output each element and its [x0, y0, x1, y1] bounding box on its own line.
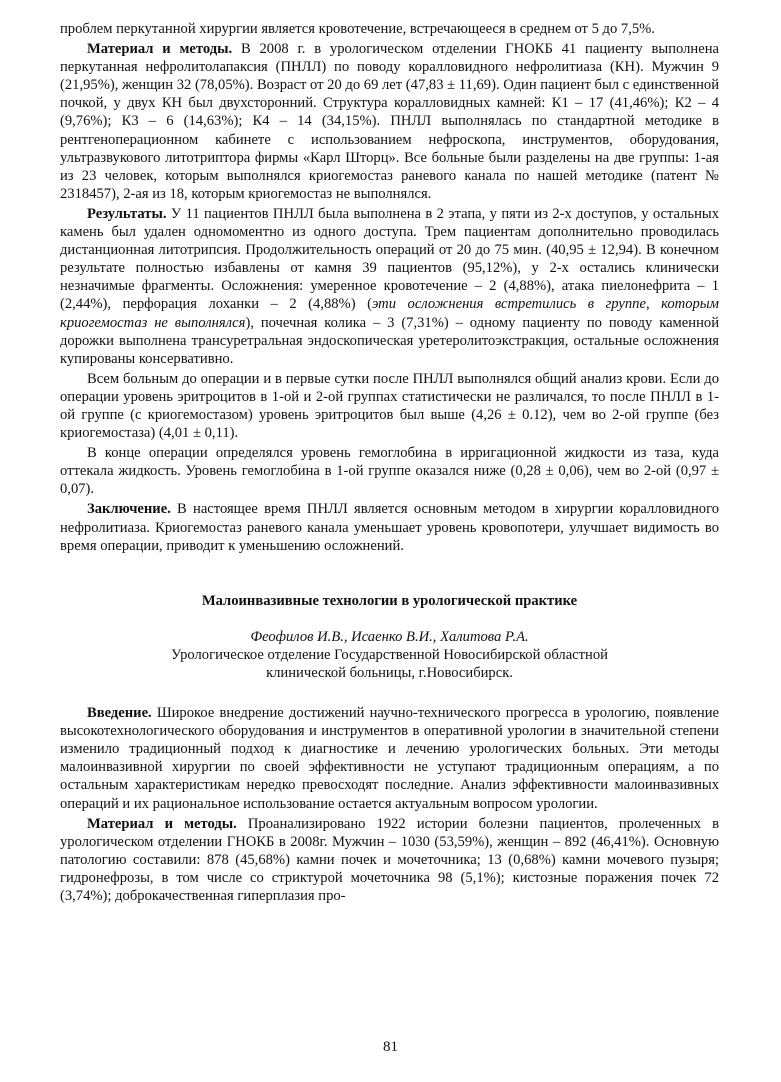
results-text-a: У 11 пациентов ПНЛЛ была выполнена в 2 этапа, у пяти из 2-х доступов, у остальных камень был удален одномоментно из одного доступа. Трем пациентам дополнительно проводилась дистанционная литотрипсия. Продолжительность операций от 20 до 75 мин. (40,95 ± 12,94). В конечном результате полностью избавлены от камня 39 пациентов (95,12%), у 2-х остались клинически незначимые фрагменты. Осложнения: умеренное кровотечение – 2 (4,88%), атака пиелонефрита – 1 (2,44%), перфорация лоханки – 2 (4,88%) (	[60, 205, 719, 313]
results-paragraph	[60, 205, 719, 368]
text-column	[60, 20, 719, 905]
conclusion-paragraph	[60, 500, 719, 554]
results-italic-note: эти осложнения встретились в группе, которым криогемостаз не выполнялся	[60, 296, 719, 331]
methods-paragraph	[60, 40, 719, 203]
introduction-text: Широкое внедрение достижений научно-технического прогресса в урологию, появление высокотехнологического оборудования и инструментов в оперативной урологии в значительной степени изменило традиционный подход к диагностике и лечению урологических больных. Эти методы малоинвазивной хирургии по своей эффективности не уступают традиционным операциям, а по остальным характеристикам нередко превосходят последние. Анализ эффективности малоинвазивных операций и их рациональное использование остается актуальным вопросом урологии.	[60, 705, 719, 812]
blood-analysis-paragraph: Всем больным до операции и в первые сутки после ПНЛЛ выполнялся общий анализ крови. Если до операции уровень эритроцитов в 1-ой и 2-ой группах статистически не различался, то после ПНЛЛ в 1-ой группе (с криогемостазом) уровень эритроцитов был выше (4,26 ± 0.12), чем во 2-ой группе (без криогемостаза) (4,01 ± 0,11).	[60, 370, 719, 442]
conclusion-text: В настоящее время ПНЛЛ является основным методом в хирургии коралловидного нефролитиаза. Криогемостаз раневого канала уменьшает уровень кровопотери, улучшает видимость во время операции, приводит к уменьшению осложнений.	[60, 501, 719, 554]
article-title: Малоинвазивные технологии в урологической практике	[201, 592, 578, 609]
conclusion-heading: Заключение.	[87, 501, 171, 518]
affiliation-line-2: клинической больницы, г.Новосибирск.	[266, 665, 513, 681]
results-text-b: ), почечная колика – 3 (7,31%) – одному пациенту по поводу каменной дорожки выполнена трансуретральная эндоскопическая уретеролитоэкстракция, остальные осложнения купированы консервативно.	[60, 314, 719, 367]
page-number: 81	[383, 1039, 398, 1055]
results-heading: Результаты.	[87, 205, 167, 222]
intro-tail-paragraph: проблем перкутанной хирургии является кровотечение, встречающееся в среднем от 5 до 7,5%.	[60, 21, 655, 37]
article-methods-text: Проанализировано 1922 истории болезни пациентов, пролеченных в урологическом отделении ГНОКБ в 2008г. Мужчин – 1030 (53,59%), женщин – 892 (46,41%). Основную патологию составили: 878 (45,68%) камни почек и мочеточника; 13 (0,68%) камни мочевого пузыря; гидронефрозы, в том числе со стриктурой мочеточника 98 (5,1%); кистозные поражения почек 72 (3,74%); доброкачественная гиперплазия про-	[60, 815, 719, 905]
introduction-paragraph	[60, 704, 719, 813]
methods-heading: Материал и методы.	[87, 41, 233, 58]
introduction-heading: Введение.	[87, 705, 152, 722]
hemoglobin-paragraph: В конце операции определялся уровень гемоглобина в ирригационной жидкости из таза, куда оттекала жидкость. Уровень гемоглобина в 1-ой группе оказался ниже (0,28 ± 0,06), чем во 2-ой (0,97 ± 0,07).	[60, 445, 719, 498]
affiliation-line-1: Урологическое отделение Государственной Новосибирской областной	[171, 646, 608, 663]
article-methods-paragraph	[60, 815, 719, 905]
article-authors: Феофилов И.В., Исаенко В.И., Халитова Р.А.	[250, 628, 529, 645]
article-methods-heading: Материал и методы.	[87, 815, 237, 832]
methods-text: В 2008 г. в урологическом отделении ГНОКБ 41 пациенту выполнена перкутанная нефролитолапаксия (ПНЛЛ) по поводу коралловидного нефролитиаза (КН). Мужчин 9 (21,95%), женщин 32 (78,05%). Возраст от 20 до 69 лет (47,83 ± 11,69). Один пациент был с единственной почкой, у двух КН был двухсторонний. Структура коралловидных камней: К1 – 17 (41,46%); К2 – 4 (9,76%); К3 – 6 (14,63%); К4 – 14 (34,15%). ПНЛЛ выполнялась по стандартной методике в рентгеноперационном кабинете с использованием нефроскопа, инструментов, оборудования, ультразвукового литотриптора фирмы «Карл Шторц». Все больные были разделены на две группы: 1-ая из 23 человек, которым выполнялся криогемостаз раневого канала по нашей методике (патент № 2318457), 2-ая из 18, которым криогемостаз не выполнялся.	[60, 41, 719, 202]
